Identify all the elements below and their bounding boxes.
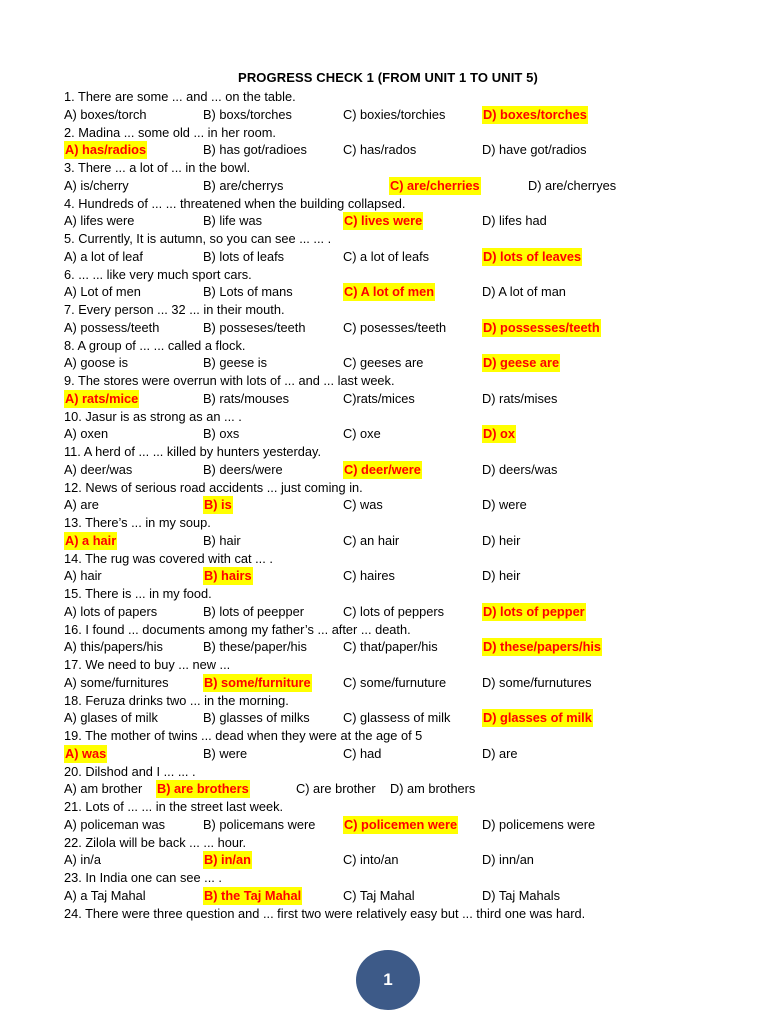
question-item (64, 869, 764, 905)
answer-option: B) Lots of mans (203, 284, 293, 300)
question-stem: 17. We need to buy ... new ... (64, 657, 231, 672)
answer-option: B) geese is (203, 355, 268, 371)
answer-option: A) lots of papers (64, 603, 158, 619)
answer-option: D) Taj Mahals (482, 887, 560, 903)
answer-option: D) deers/was (482, 461, 558, 477)
answer-option-correct: C) policemen were (344, 816, 458, 832)
answer-option: A) this/papers/his (64, 639, 163, 655)
question-stem: 21. Lots of ... ... in the street last week. (64, 799, 284, 814)
answer-options (64, 496, 764, 514)
answer-option: D) are (482, 745, 518, 761)
question-item (64, 195, 764, 231)
answer-option-correct: A) a hair (65, 532, 117, 548)
answer-option: C) geeses are (343, 355, 424, 371)
question-stem: 15. There is ... in my food. (64, 586, 212, 601)
answer-option: D) rats/mises (482, 390, 558, 406)
answer-option: C) posesses/teeth (343, 319, 447, 335)
answer-option-correct: D) possesses/teeth (483, 319, 600, 335)
question-stem: 16. I found ... documents among my father’s ... after ... death. (64, 621, 411, 637)
answer-option: D) am brothers (390, 781, 476, 797)
question-item (64, 337, 764, 373)
answer-option: A) in/a (64, 852, 101, 868)
answer-option-correct: B) some/furniture (204, 674, 311, 690)
answer-option: D) heir (482, 532, 521, 548)
answer-option: D) policemens were (482, 816, 596, 832)
answer-option-correct: D) these/papers/his (483, 639, 602, 655)
answer-option: B) are/cherrys (203, 177, 284, 193)
answer-option: C) oxe (343, 426, 381, 442)
answer-option: B) glasses of milks (203, 710, 310, 726)
answer-option: A) oxen (64, 426, 109, 442)
answer-option: B) rats/mouses (203, 390, 290, 406)
answer-option-correct: D) lots of leaves (483, 248, 582, 264)
question-item (64, 905, 764, 923)
answer-option: C) was (343, 497, 383, 513)
question-stem: 5. Currently, It is autumn, so you can see ... ... . (64, 231, 332, 246)
question-item (64, 88, 764, 124)
answer-option: B) lots of peepper (203, 603, 305, 619)
question-stem: 1. There are some ... and ... on the table. (64, 89, 296, 104)
answer-option-correct: D) glasses of milk (483, 710, 592, 726)
answer-options (64, 816, 764, 834)
answer-option: C) into/an (343, 852, 399, 868)
answer-option-correct: B) the Taj Mahal (204, 887, 302, 903)
answer-option: A) possess/teeth (64, 319, 160, 335)
answer-option-correct: A) was (65, 745, 107, 761)
answer-options (64, 390, 764, 408)
answer-option: A) policeman was (64, 816, 165, 832)
question-item (64, 372, 764, 408)
answer-option-correct: B) are brothers (157, 781, 249, 797)
question-item (64, 124, 764, 160)
answer-options (64, 177, 764, 195)
answer-option-correct: D) lots of pepper (483, 603, 585, 619)
question-stem: 18. Feruza drinks two ... in the morning. (64, 692, 289, 708)
question-item (64, 727, 764, 763)
answer-option-correct: D) boxes/torches (483, 106, 587, 122)
answer-option: D) some/furnutures (482, 674, 592, 690)
answer-option: B) these/paper/his (203, 639, 307, 655)
answer-option: C) Taj Mahal (343, 887, 415, 903)
page-title: PROGRESS CHECK 1 (FROM UNIT 1 TO UNIT 5) (238, 70, 538, 85)
question-item (64, 763, 764, 799)
question-stem: 3. There ... a lot of ... in the bowl. (64, 160, 251, 175)
answer-option: B) life was (203, 213, 263, 229)
answer-option-correct: C) A lot of men (344, 284, 435, 300)
answer-options (64, 248, 764, 266)
answer-options (64, 212, 764, 230)
question-stem: 7. Every person ... 32 ... in their mouth. (64, 302, 285, 317)
question-stem: 20. Dilshod and I ... ... . (64, 763, 196, 779)
answer-options (64, 283, 764, 301)
answer-option-correct: A) has/radios (65, 142, 147, 158)
answer-options (64, 319, 764, 337)
answer-option: A) glases of milk (64, 710, 158, 726)
answer-option: B) were (203, 745, 248, 761)
answer-options (64, 567, 764, 585)
answer-option: C) are brother (296, 781, 376, 797)
answer-option: B) hair (203, 532, 241, 548)
question-item (64, 408, 764, 444)
answer-option: C) has/rados (343, 142, 417, 158)
answer-option-correct: B) is (204, 497, 232, 513)
answer-option: A) are (64, 497, 99, 513)
question-stem: 12. News of serious road accidents ... just coming in. (64, 479, 363, 495)
answer-option: A) boxes/torch (64, 106, 147, 122)
answer-option: D) inn/an (482, 852, 534, 868)
answer-option-correct: C) deer/were (344, 461, 421, 477)
answer-option: A) goose is (64, 355, 129, 371)
answer-option: A) hair (64, 568, 102, 584)
question-item (64, 798, 764, 834)
question-item (64, 656, 764, 692)
question-item (64, 621, 764, 657)
answer-option: C) had (343, 745, 382, 761)
answer-options (64, 603, 764, 621)
answer-option: D) were (482, 497, 527, 513)
question-item (64, 301, 764, 337)
answer-option: D) lifes had (482, 213, 547, 229)
answer-option: A) Lot of men (64, 284, 141, 300)
answer-option: B) oxs (203, 426, 240, 442)
answer-options (64, 709, 764, 727)
answer-option-correct: C) are/cherries (390, 177, 480, 193)
answer-options (64, 638, 764, 656)
question-item (64, 692, 764, 728)
answer-option-correct: B) in/an (204, 852, 251, 868)
question-item (64, 585, 764, 621)
answer-option: A) a Taj Mahal (64, 887, 146, 903)
page-number-badge: 1 (356, 950, 420, 1010)
answer-option: C) boxies/torchies (343, 106, 446, 122)
question-stem: 4. Hundreds of ... ... threatened when the building collapsed. (64, 195, 406, 211)
question-stem: 22. Zilola will be back ... ... hour. (64, 834, 247, 850)
answer-option: A) some/furnitures (64, 674, 169, 690)
answer-options (64, 532, 764, 550)
answer-options (64, 354, 764, 372)
answer-option: B) boxs/torches (203, 106, 292, 122)
answer-options (64, 106, 764, 124)
answer-option-correct: A) rats/mice (65, 390, 139, 406)
answer-option: C) an hair (343, 532, 400, 548)
answer-option: A) lifes were (64, 213, 135, 229)
answer-option: C) that/paper/his (343, 639, 438, 655)
answer-option: C) a lot of leafs (343, 248, 430, 264)
answer-options (64, 780, 764, 798)
question-stem: 13. There’s ... in my soup. (64, 515, 211, 530)
answer-option: C) haires (343, 568, 395, 584)
question-item (64, 230, 764, 266)
answer-options (64, 425, 764, 443)
answer-option: D) A lot of man (482, 284, 566, 300)
question-stem: 19. The mother of twins ... dead when they were at the age of 5 (64, 728, 423, 743)
answer-option: D) heir (482, 568, 521, 584)
answer-option: A) is/cherry (64, 177, 129, 193)
question-stem: 10. Jasur is as strong as an ... . (64, 408, 242, 424)
question-item (64, 550, 764, 586)
answer-option: A) deer/was (64, 461, 133, 477)
answer-option: A) a lot of leaf (64, 248, 143, 264)
answer-option-correct: B) hairs (204, 568, 252, 584)
question-stem: 2. Madina ... some old ... in her room. (64, 124, 276, 140)
question-list (64, 88, 764, 922)
answer-option: B) has got/radioes (203, 142, 307, 158)
answer-option: B) deers/were (203, 461, 283, 477)
question-stem: 8. A group of ... ... called a flock. (64, 337, 246, 353)
answer-option: D) are/cherryes (528, 177, 617, 193)
answer-options (64, 745, 764, 763)
answer-options (64, 461, 764, 479)
answer-options (64, 141, 764, 159)
question-item (64, 834, 764, 870)
question-stem: 11. A herd of ... ... killed by hunters yesterday. (64, 444, 322, 459)
question-item (64, 159, 764, 195)
answer-option: C) some/furnuture (343, 674, 447, 690)
answer-option: C) glassess of milk (343, 710, 451, 726)
answer-option: D) have got/radios (482, 142, 587, 158)
answer-option: B) posseses/teeth (203, 319, 306, 335)
question-stem: 6. ... ... like very much sport cars. (64, 266, 252, 282)
answer-option-correct: D) ox (483, 426, 515, 442)
answer-option: C)rats/mices (343, 390, 415, 406)
answer-option: C) lots of peppers (343, 603, 445, 619)
question-item (64, 266, 764, 302)
question-stem: 14. The rug was covered with cat ... . (64, 550, 273, 566)
question-item (64, 479, 764, 515)
answer-option: B) lots of leafs (203, 248, 285, 264)
question-item (64, 514, 764, 550)
answer-option-correct: D) geese are (483, 355, 560, 371)
answer-options (64, 887, 764, 905)
question-stem: 23. In India one can see ... . (64, 870, 222, 885)
question-stem: 9. The stores were overrun with lots of ... and ... last week. (64, 373, 395, 388)
answer-option: B) policemans were (203, 816, 316, 832)
answer-option-correct: C) lives were (344, 213, 423, 229)
answer-option: A) am brother (64, 781, 143, 797)
answer-options (64, 674, 764, 692)
question-stem: 24. There were three question and ... first two were relatively easy but ... third one was hard. (64, 905, 586, 921)
question-item (64, 443, 764, 479)
answer-options (64, 851, 764, 869)
